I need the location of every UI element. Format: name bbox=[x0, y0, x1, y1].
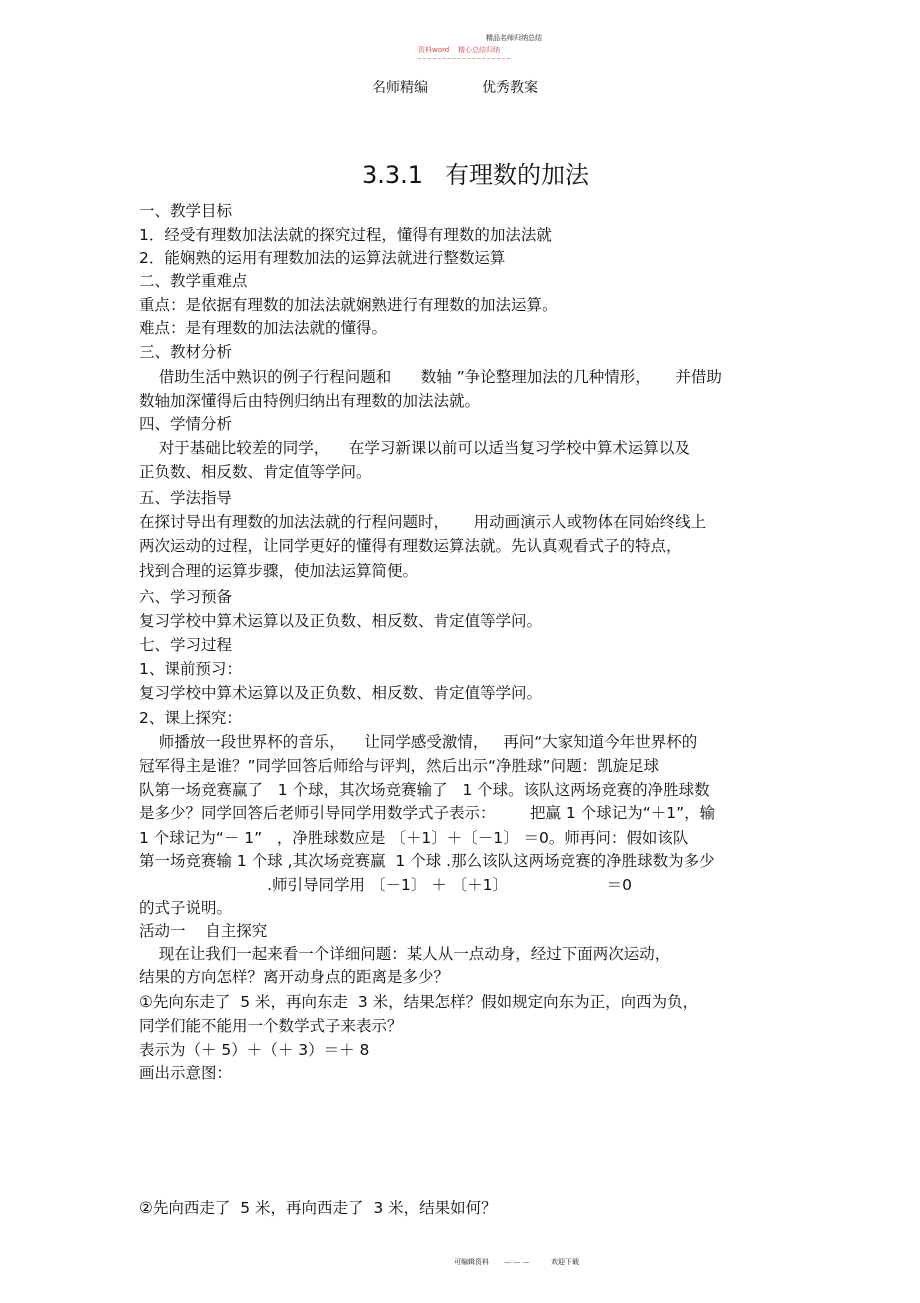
doc-line: 1 个球记为“－ 1” ，净胜球数应是 〔＋1〕＋〔－1〕 ＝0。师再问：假如该队 bbox=[139, 829, 689, 847]
doc-line: 是多少？同学回答后老师引导同学用数学式子表示： 把赢 1 个球记为“＋1”，输 bbox=[139, 804, 716, 822]
doc-line: 四、学情分析 bbox=[139, 415, 233, 433]
doc-line: 两次运动的过程，让同学更好的懂得有理数运算法就。先认真观看式子的特点， bbox=[139, 537, 682, 555]
page-title-text: 有理数的加法 bbox=[445, 161, 589, 189]
doc-line: 一、教学目标 bbox=[139, 202, 233, 220]
doc-line: 现在让我们一起来看一个详细问题：某人从一点动身，经过下面两次运动， bbox=[139, 945, 671, 963]
header-right: 优秀教案 bbox=[482, 80, 538, 96]
doc-line: 结果的方向怎样？离开动身点的距离是多少？ bbox=[139, 968, 450, 986]
doc-line: 1、课前预习： bbox=[139, 660, 242, 678]
doc-line: 复习学校中算术运算以及正负数、相反数、肯定值等学问。 bbox=[139, 684, 543, 702]
doc-line: 对于基础比较差的同学， 在学习新课以前可以适当复习学校中算术运算以及 bbox=[139, 439, 690, 457]
doc-line: 画出示意图： bbox=[139, 1064, 233, 1082]
doc-line: 活动一 自主探究 bbox=[139, 922, 268, 940]
watermark-sub-right: 精心总结归纳 bbox=[458, 46, 500, 54]
doc-line: 七、学习过程 bbox=[139, 636, 233, 654]
doc-line: 六、学习预备 bbox=[139, 588, 233, 606]
watermark-sub-left: 资料word bbox=[418, 46, 450, 54]
doc-line: 2．能娴熟的运用有理数加法的运算法就进行整数运算 bbox=[139, 249, 506, 267]
doc-line: 表示为（＋ 5）＋（＋ 3）＝＋ 8 bbox=[139, 1041, 370, 1059]
doc-line: 1．经受有理数加法法就的探究过程，懂得有理数的加法法就 bbox=[139, 226, 552, 244]
footer-dashes: — — — bbox=[504, 1258, 530, 1266]
doc-line: 2、课上探究： bbox=[139, 709, 242, 727]
doc-line: 队第一场竞赛赢了 1 个球，其次场竞赛输了 1 个球。该队这两场竞赛的净胜球数 bbox=[139, 781, 710, 799]
doc-line: 同学们能不能用一个数学式子来表示？ bbox=[139, 1017, 403, 1035]
doc-line: ①先向东走了 5 米，再向东走 3 米，结果怎样？假如规定向东为正，向西为负， bbox=[139, 993, 699, 1011]
doc-line: 难点：是有理数的加法法就的懂得。 bbox=[139, 319, 388, 337]
doc-line: 在探讨导出有理数的加法法就的行程问题时， 用动画演示人或物体在同始终线上 bbox=[139, 513, 707, 531]
doc-line: 冠军得主是谁？”同学回答后师给与评判，然后出示“净胜球”问题：凯旋足球 bbox=[139, 757, 660, 775]
watermark-top: 精品名师归纳总结 bbox=[486, 34, 542, 42]
header-left: 名师精编 bbox=[372, 80, 428, 96]
doc-line: 复习学校中算术运算以及正负数、相反数、肯定值等学问。 bbox=[139, 612, 543, 630]
doc-line: 找到合理的运算步骤，使加法运算简便。 bbox=[139, 562, 419, 580]
doc-line: 第一场竞赛输 1 个球 ,其次场竞赛赢 1 个球 .那么该队这两场竞赛的净胜球数为多少 bbox=[139, 852, 715, 870]
footer-left: 可编辑资料 bbox=[454, 1258, 489, 1266]
footer-right: 欢迎下载 bbox=[551, 1258, 579, 1266]
doc-line: 数轴加深懂得后由特例归纳出有理数的加法法就。 bbox=[139, 392, 481, 410]
doc-line: 的式子说明。 bbox=[139, 899, 233, 917]
doc-line: ②先向西走了 5 米，再向西走了 3 米，结果如何？ bbox=[139, 1199, 497, 1217]
page-title-number: 3.3.1 bbox=[362, 161, 424, 189]
doc-line: 正负数、相反数、肯定值等学问。 bbox=[139, 463, 372, 481]
doc-line: 师播放一段世界杯的音乐， 让同学感受激情， 再问“大家知道今年世界杯的 bbox=[139, 733, 698, 751]
doc-line: 借助生活中熟识的例子行程问题和 数轴 ”争论整理加法的几种情形， 并借助 bbox=[139, 368, 722, 386]
watermark-divider bbox=[418, 58, 510, 59]
doc-line: 五、学法指导 bbox=[139, 489, 233, 507]
doc-line: .师引导同学用 〔－1〕 ＋ 〔＋1〕 ＝0 bbox=[139, 876, 632, 894]
doc-line: 重点：是依据有理数的加法法就娴熟进行有理数的加法运算。 bbox=[139, 296, 558, 314]
doc-line: 二、教学重难点 bbox=[139, 272, 248, 290]
doc-line: 三、教材分析 bbox=[139, 343, 233, 361]
